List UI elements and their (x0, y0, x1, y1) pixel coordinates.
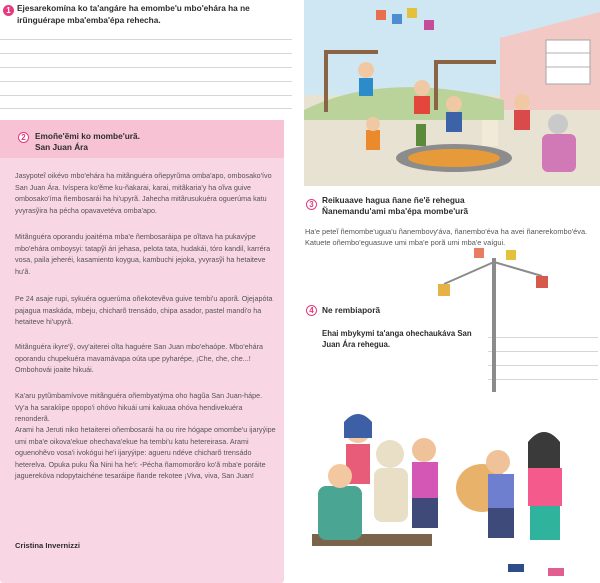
story-paragraph: Jasypoteĩ oikévo mbo'ehára ha mitãnguéra oñepyrũma omba'apo, ombosako'ívo San Juan Ára. Ivíspera ko'ẽme ku-ñakarai, karai, mitãkaria'y ha oĩva guive ombosako'íma ñembosarái ha hi'upyrã. Jahecha mitãrusukuéra oguerúma katu yvyrasỹira ha pécha opavavetéva omba'apo. (15, 171, 272, 215)
section-1-prompt: Ejesarekomína ko ta'angáre ha emombe'u mbo'ehára ha ne irũnguérape mba'emba'épa rehecha. (17, 3, 250, 25)
lantern (392, 14, 402, 24)
pole (324, 52, 328, 112)
writing-line (0, 39, 292, 40)
lantern (536, 276, 548, 288)
window (546, 40, 590, 84)
pole (492, 258, 496, 398)
lantern (376, 10, 386, 20)
kid (514, 110, 530, 130)
girl (528, 468, 562, 506)
grandmother (542, 134, 576, 172)
section-3-number: 3 (306, 199, 317, 210)
writing-line (0, 53, 292, 54)
section-4-number: 4 (306, 305, 317, 316)
story-card (0, 120, 284, 583)
children-crafting-illustration (312, 392, 600, 583)
lantern-pole-illustration (430, 248, 560, 398)
story-paragraph: Mitãnguéra ikyre'ỹ, ovy'aiterei oĩta haguére San Juan mbo'ehaópe. Mbo'ehára oporandu chupekuéra mavamávapa oúta upe pyharépe, ¡Che, che, che...! Ombohovái joaite hikuái. (15, 342, 264, 375)
pole (434, 62, 438, 110)
story-paragraph: Mitãnguéra oporandu joaitéma mba'e ñembosaráipa pe oĩtava ha pukavýpe mbo'ehára omboysyi: tatapỹi ári jehasa, pelota tata, hudakái, tóro kandil, karréra vosa, paila jeheréi, kasamiento koygua, kambuchi jejoka, yvyrasỹi ha hetaiteve hu'ã. (15, 232, 271, 276)
story-author: Cristina Invernizzi (15, 541, 80, 550)
kid (366, 130, 380, 150)
story-instruction: Emoñe'ẽmi ko mombe'urã. (35, 131, 140, 141)
story-paragraph: Ka'aru pytũmbamívove mitãnguéra oñembyatýma oho hagũa San Juan-hápe. Vy'a ha sarakíipe opopo'i ohóvo hikuái umi kakuaa ohóva hendivekuéra renonderã. (15, 391, 263, 424)
kid (318, 486, 362, 540)
section-4-instruction: Ehai mbykymi ta'anga ohechaukáva San Juan Ára rehegua. (322, 329, 472, 349)
story-paragraph: Arami ha Jeruti niko hetaiterei oñembosarái ha ou rire hógape omombe'u ijaryýipe umi mba'e oikova'ekue ohechava'ekue ha tembi'u katu hetereirasa. Arami oguenohẽvo vosa'i ivokógui he'i ijaryýipe: agueru ndéve chicharõ trensádo heterelva. Opuka puku Ña Nini ha he'i: -Pécha ñamomorãro ko'ã mba'e poráite jaguerekóva ndopytaichéne tesaráipe ñande rekotee ¡Viva, viva, San Juan! (15, 425, 276, 481)
lantern (438, 284, 450, 296)
lantern (474, 248, 484, 258)
kid (359, 78, 373, 96)
kid (414, 96, 430, 114)
kid (488, 474, 514, 508)
lantern (407, 8, 417, 18)
writing-line (0, 67, 292, 68)
story-title: San Juan Ára (35, 142, 89, 152)
section-2-number: 2 (18, 132, 29, 143)
lantern (506, 250, 516, 260)
boy (412, 462, 438, 498)
story-paragraph: Pe 24 asaje rupi, sykuéra oguerúma oñekotevẽva guive tembi'u aporã. Ojejapóta pajagua maskáda, mbeju, chicharõ trensádo, chipa asador, pastel mandi'o ha hetaiteve hi'upyrã. (15, 294, 273, 327)
kid (446, 112, 462, 132)
writing-line (0, 108, 292, 109)
doll (376, 440, 404, 468)
section-3-subtitle: Ñanemandu'ami mba'épa mombe'urã (322, 206, 469, 216)
section-3-title: Reikuaave hagua ñane ñe'ẽ rehegua (322, 195, 465, 205)
writing-line (0, 81, 292, 82)
section-3-body: Ha'e peteĩ ñemombe'ugua'u ñanembovy'áva, ñanembo'éva ha avei ñanerekombo'éva. Katuete oñembo'eguasuve umi mba'e porã umi mba'e vaígui. (305, 227, 588, 247)
san-juan-festival-illustration (304, 0, 600, 186)
lantern (424, 20, 434, 30)
writing-line (0, 95, 292, 96)
section-4-title: Ne rembiaporã (322, 305, 381, 315)
sack-race (482, 120, 498, 146)
section-1-number: 1 (3, 5, 14, 16)
